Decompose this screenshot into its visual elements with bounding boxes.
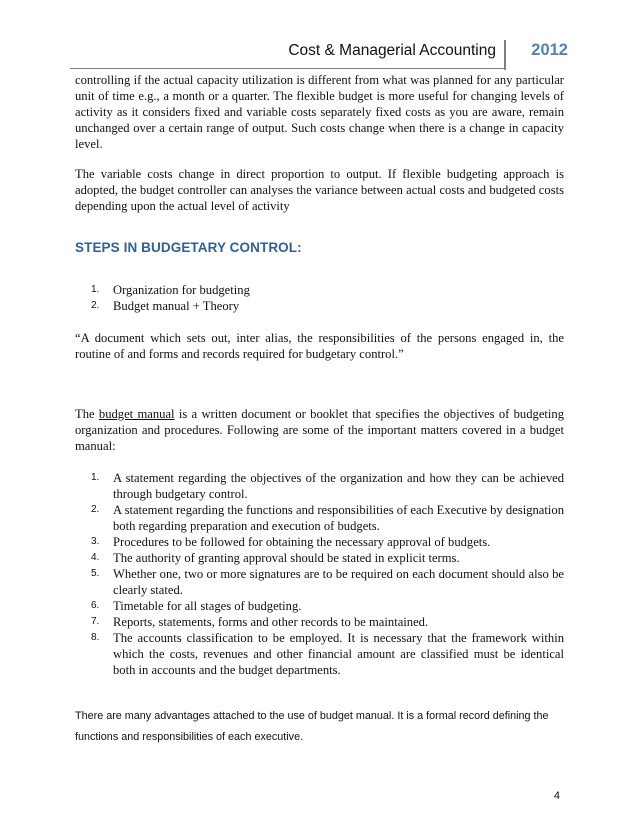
list-item [75, 534, 564, 550]
list-item-text: Timetable for all stages of budgeting. [113, 599, 302, 613]
list-item [75, 502, 564, 534]
text-rest: is a written document or booklet that specifies the objectives of budgeting organization and procedures. Following are some of the important matters covered in a budget manual: [75, 407, 564, 453]
list-item-text: The authority of granting approval should be stated in explicit terms. [113, 551, 460, 565]
page-number: 4 [553, 790, 560, 802]
list-number: 7. [91, 616, 100, 627]
section-heading: STEPS IN BUDGETARY CONTROL: [75, 240, 302, 255]
page-header [70, 40, 570, 70]
list-item [75, 282, 564, 298]
list-number: 1. [91, 472, 100, 483]
budget-manual-term: budget manual [98, 407, 175, 421]
list-item [75, 614, 564, 630]
list-item-text: A statement regarding the objectives of the organization and how they can be achieved through budgetary control. [113, 471, 564, 501]
list-number: 2. [91, 504, 100, 515]
list-item [75, 630, 564, 678]
list-number: 3. [91, 536, 100, 547]
header-title: Cost & Managerial Accounting [288, 42, 496, 59]
list-number: 6. [91, 600, 100, 611]
definition-quote: “A document which sets out, inter alias, the responsibilities of the persons engaged in, the routine of and forms and records required for budgetary control.” [75, 331, 564, 361]
list-number: 4. [91, 552, 100, 563]
page-body [75, 72, 564, 748]
paragraph-advantages: There are many advantages attached to the use of budget manual. It is a formal record defining the functions and responsibilities of each executive. [75, 710, 549, 743]
header-year: 2012 [531, 41, 568, 59]
list-item [75, 298, 564, 314]
paragraph-flexible-budget: controlling if the actual capacity utilization is different from what was planned for any particular unit of time e.g., a month or a quarter. The flexible budget is more useful for changing levels of activity as it considers fixed and variable costs separately fixed costs as you are aware, remain unchanged over a certain range of output. Such costs change when there is a change in capacity level. [75, 73, 564, 151]
list-item-text: Reports, statements, forms and other records to be maintained. [113, 615, 429, 629]
manual-contents-list [75, 470, 564, 678]
list-item-text: Budget manual + Theory [113, 299, 240, 313]
list-item-text: Organization for budgeting [113, 283, 250, 297]
header-rule [70, 68, 506, 69]
list-item [75, 598, 564, 614]
list-number: 2. [91, 300, 100, 311]
list-number: 1. [91, 284, 100, 295]
list-item [75, 550, 564, 566]
steps-list [75, 282, 564, 314]
list-item [75, 566, 564, 598]
text-prefix: The [75, 407, 99, 421]
list-item-text: A statement regarding the functions and responsibilities of each Executive by designation both regarding preparation and execution of budgets. [113, 503, 564, 533]
list-item-text: Whether one, two or more signatures are to be required on each document should also be clearly stated. [113, 567, 564, 597]
list-number: 8. [91, 632, 100, 643]
list-item-text: Procedures to be followed for obtaining the necessary approval of budgets. [113, 535, 491, 549]
list-item [75, 470, 564, 502]
list-number: 5. [91, 568, 100, 579]
paragraph-variable-costs: The variable costs change in direct proportion to output. If flexible budgeting approach is adopted, the budget controller can analyses the variance between actual costs and budgeted costs depending upon the actual level of activity [75, 167, 564, 213]
paragraph-budget-manual [75, 406, 564, 454]
header-separator [504, 40, 506, 70]
list-item-text: The accounts classification to be employed. It is necessary that the framework within which the costs, revenues and other financial amount are classified must be identical both in accounts and the budget departments. [113, 631, 564, 677]
